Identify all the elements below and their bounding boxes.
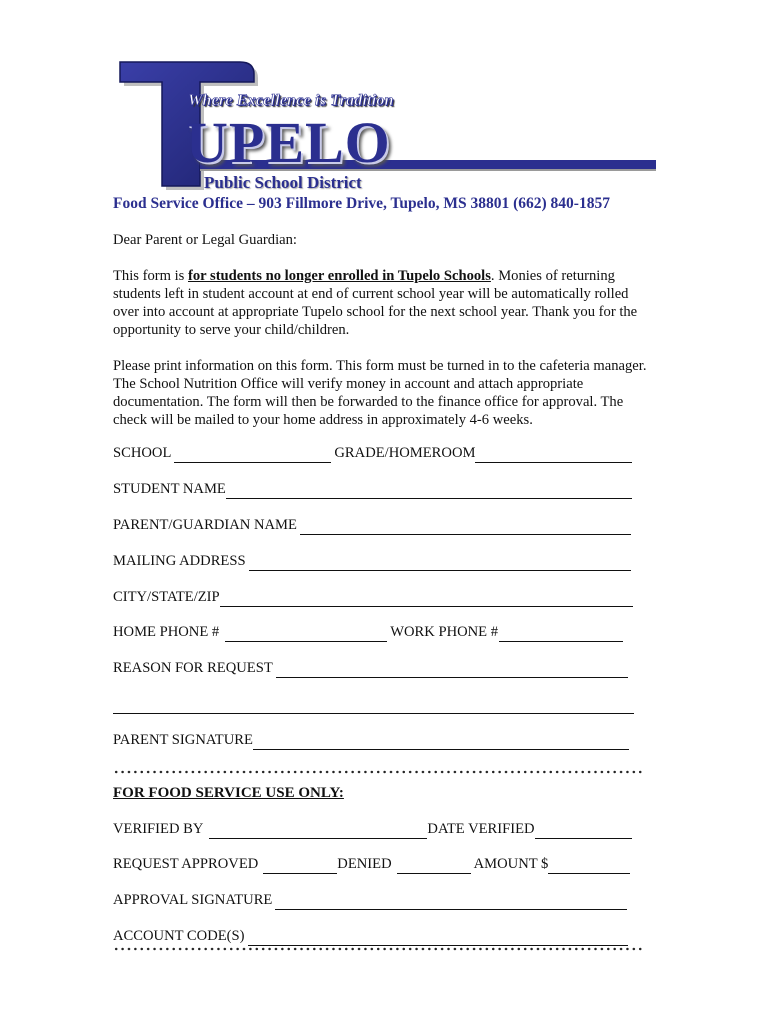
verified-row	[113, 819, 635, 839]
school-row	[113, 443, 635, 463]
home-phone-label: HOME PHONE #	[113, 624, 220, 640]
grade-label: GRADE/HOMEROOM	[334, 445, 476, 461]
asterisk-divider-top	[113, 768, 643, 776]
request-approved-label: REQUEST APPROVED	[113, 856, 259, 872]
logo-tagline: Where Excellence is Tradition	[188, 92, 394, 109]
mailing-address-label: MAILING ADDRESS	[113, 553, 246, 569]
account-codes-label: ACCOUNT CODE(S)	[113, 928, 245, 944]
date-verified-label: DATE VERIFIED	[427, 821, 535, 837]
office-address-line: Food Service Office – 903 Fillmore Drive, Tupelo, MS 38801 (662) 840-1857	[113, 195, 610, 212]
verified-by-field[interactable]	[209, 824, 427, 839]
work-phone-field[interactable]	[499, 627, 623, 642]
account-codes-row	[113, 926, 631, 946]
request-approved-field[interactable]	[263, 859, 337, 874]
greeting: Dear Parent or Legal Guardian:	[113, 232, 297, 248]
reason-continuation-row	[113, 694, 637, 714]
logo-district-name: UPELO	[186, 110, 391, 175]
approval-signature-row	[113, 890, 630, 910]
paragraph-1	[113, 267, 658, 339]
mailing-address-row	[113, 551, 634, 571]
city-state-zip-row	[113, 587, 636, 607]
school-label: SCHOOL	[113, 445, 172, 461]
parent-signature-row	[113, 730, 632, 750]
home-phone-field[interactable]	[225, 627, 387, 642]
office-use-title: FOR FOOD SERVICE USE ONLY:	[113, 785, 344, 801]
paragraph-1-rest: . Monies of returning students left in student account at end of current school year will be automatically rolled over into account at appropriate Tupelo school for the next school year. Thank you for the opportunity to serve your child/children.	[113, 268, 638, 338]
parent-name-row	[113, 515, 634, 535]
district-logo	[108, 52, 658, 202]
reason-label: REASON FOR REQUEST	[113, 660, 273, 676]
work-phone-label: WORK PHONE #	[390, 624, 499, 640]
city-state-zip-label: CITY/STATE/ZIP	[113, 589, 220, 605]
denied-label: DENIED	[337, 856, 392, 872]
school-field[interactable]	[174, 448, 331, 463]
grade-field[interactable]	[475, 448, 632, 463]
amount-field[interactable]	[548, 859, 630, 874]
approval-signature-label: APPROVAL SIGNATURE	[113, 892, 273, 908]
parent-signature-field[interactable]	[253, 735, 629, 750]
approval-row	[113, 854, 633, 874]
parent-signature-label: PARENT SIGNATURE	[113, 732, 253, 748]
city-state-zip-field[interactable]	[220, 592, 633, 607]
paragraph-1-start: This form is	[113, 268, 188, 284]
paragraph-2: Please print information on this form. This form must be turned in to the cafeteria manager. The School Nutrition Office will verify money in account and attach appropriate documentation. The form will then be forwarded to the finance office for approval. The check will be mailed to your home address in approximately 4-6 weeks.	[113, 358, 647, 428]
reason-field-line-2[interactable]	[113, 699, 634, 714]
student-name-field[interactable]	[226, 484, 632, 499]
paragraph-1-emphasis: for students no longer enrolled in Tupelo Schools	[188, 268, 491, 284]
asterisk-divider-bottom	[113, 945, 643, 953]
denied-field[interactable]	[397, 859, 471, 874]
parent-name-field[interactable]	[300, 520, 631, 535]
reason-row	[113, 658, 631, 678]
student-name-label: STUDENT NAME	[113, 481, 226, 497]
date-verified-field[interactable]	[535, 824, 632, 839]
verified-by-label: VERIFIED BY	[113, 821, 204, 837]
mailing-address-field[interactable]	[249, 556, 631, 571]
student-name-row	[113, 479, 635, 499]
parent-name-label: PARENT/GUARDIAN NAME	[113, 517, 297, 533]
approval-signature-field[interactable]	[275, 895, 627, 910]
reason-field[interactable]	[276, 663, 628, 678]
amount-label: AMOUNT $	[473, 856, 549, 872]
account-codes-field[interactable]	[248, 931, 628, 946]
phone-row	[113, 622, 626, 642]
logo-district-subtitle: Public School District	[204, 173, 362, 192]
